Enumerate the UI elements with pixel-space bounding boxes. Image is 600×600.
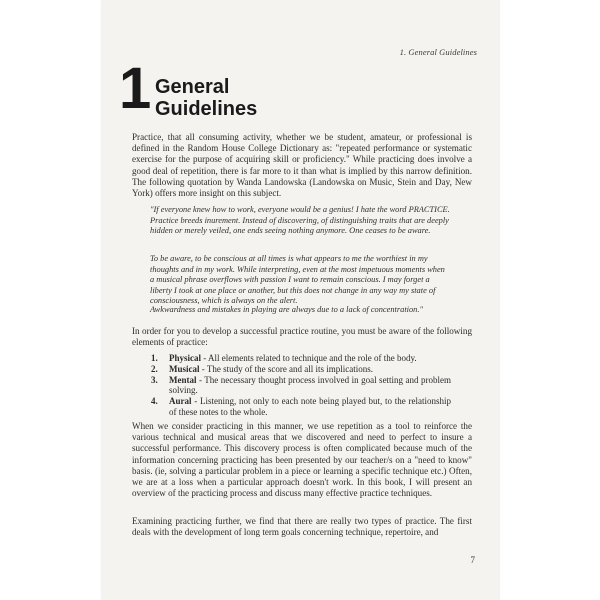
- list-item-term: Mental: [169, 374, 197, 385]
- chapter-title-line-2: Guidelines: [155, 98, 258, 120]
- list-item-description: - The necessary thought process involved in goal setting and problem solving.: [169, 374, 451, 396]
- running-head: 1. General Guidelines: [399, 47, 477, 57]
- list-item-number: 4.: [151, 396, 158, 407]
- chapter-number: 1: [119, 56, 152, 121]
- list-item: [151, 364, 451, 375]
- quote-paragraph-2: To be aware, to be conscious at all times is what appears to me the worthiest in my thoughts and in my work. While interpreting, even at the most impetuous moments when a musical phrase overflows with passion I want to remain conscious. I may forget a liberty I took at one place or another, but this does not change in any way my state of consciousness, which is always on the alert.: [150, 254, 445, 306]
- list-item-description: - The study of the score and all its implications.: [199, 363, 374, 374]
- elements-intro-paragraph: In order for you to develop a successful practice routine, you must be aware of the following elements of practice:: [132, 326, 472, 348]
- chapter-title: [155, 76, 257, 120]
- list-item: [151, 375, 451, 397]
- repetition-paragraph: When we consider practicing in this manner, we use repetition as a tool to reinforce the various technical and musical areas that we discovered and need to perfect to insure a successful performance. This discovery process is often complicated because much of the information concerning practicing has been presented by our teacher/s on a "need to know" basis. (ie, solving a particular problem in a piece or learning a specific technique etc.) Often, we are at a loss when a particular approach doesn't work. In this book, I will present an overview of the practicing process and discuss many effective practice techniques.: [132, 421, 472, 499]
- list-item-description: - Listening, not only to each note being played but, to the relationship of these notes to the whole.: [169, 396, 451, 417]
- book-page: [102, 0, 499, 600]
- list-item: [151, 396, 451, 418]
- practice-elements-list: [151, 353, 451, 418]
- intro-paragraph: Practice, that all consuming activity, whether we be student, amateur, or professional is defined in the Random House College Dictionary as: "repeated performance or systematic exercise for the purpose of acquiring skill or proficiency." While practicing does involve a good deal of repetition, there is far more to it than what is implied by this narrow definition. The following quotation by Wanda Landowska (Landowska on Music, Stein and Day, New York) offers more insight on this subject.: [132, 132, 472, 199]
- list-item-description: - All elements related to technique and the role of the body.: [201, 353, 417, 363]
- list-item-term: Musical: [169, 363, 200, 374]
- landowska-quote-2: [150, 254, 450, 307]
- quote-paragraph-1: "If everyone knew how to work, everyone would be a genius! I hate the word PRACTICE. Practice breeds inurement. Instead of discovering, of distinguishing traits that are deeply hidden or merely veiled, one ends seeing nothing anymore. One ceases to be aware.: [150, 205, 450, 236]
- quote-paragraph-3: Awkwardness and mistakes in playing are always due to a lack of concentration.": [150, 305, 423, 314]
- landowska-quote: [150, 205, 450, 237]
- landowska-quote-3: [150, 305, 450, 316]
- practice-types-paragraph: Examining practicing further, we find that there are really two types of practice. The first deals with the development of long term goals concerning technique, repertoire, and: [132, 516, 472, 538]
- list-item-number: 2.: [151, 363, 158, 374]
- list-item-number: 1.: [151, 353, 158, 363]
- list-item-term: Physical: [169, 353, 202, 363]
- page-number: 7: [470, 555, 475, 565]
- chapter-title-line-1: General: [155, 76, 230, 98]
- list-item-number: 3.: [151, 374, 158, 385]
- list-item: [151, 353, 451, 364]
- list-item-term: Aural: [169, 396, 192, 407]
